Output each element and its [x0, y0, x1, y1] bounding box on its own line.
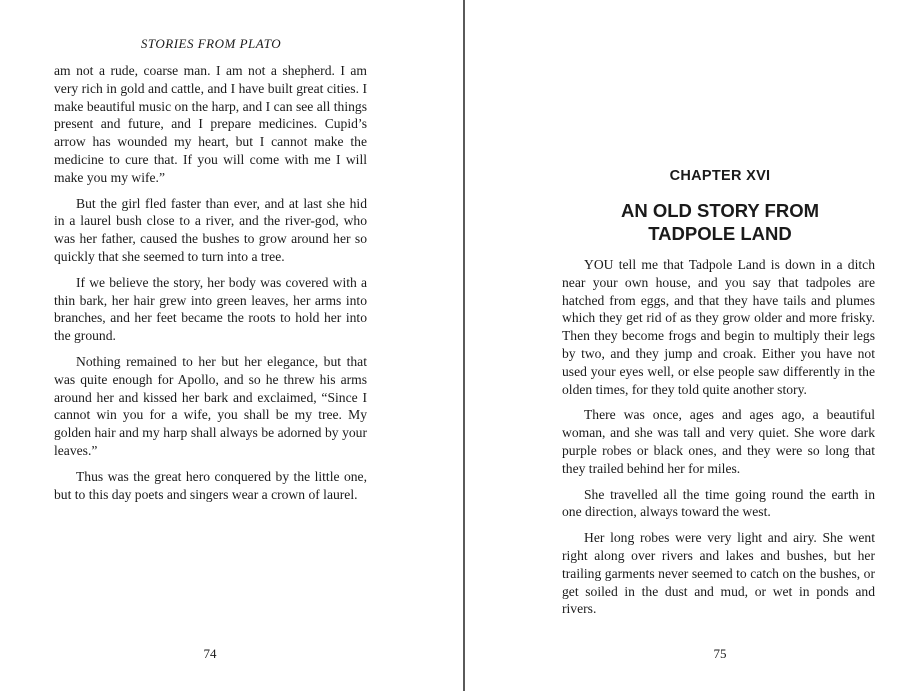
page-number-left: 74	[203, 646, 217, 661]
chapter-title	[562, 199, 878, 245]
paragraph: Her long robes were very light and airy. She went right along over rivers and lakes and bushes, but her trailing garments never seemed to catch on the bushes, or get soiled in the dust and mud, or wet in ponds and rivers.	[562, 530, 875, 617]
paragraph: am not a rude, coarse man. I am not a shepherd. I am very rich in gold and cattle, and I have built great cities. I make beautiful music on the harp, and I can see all things present and future, and I prepare medicines. Cupid’s arrow has wounded my heart, but I cannot make the medicine to cure that. If you will come with me I will make you my wife.”	[54, 63, 367, 185]
paragraph: But the girl fled faster than ever, and at last she hid in a laurel bush close to a river, and the river-god, who was her father, caused the bushes to grow around her so quickly that she seemed to turn into a tree.	[54, 195, 367, 264]
paragraph: There was once, ages and ages ago, a beautiful woman, and she was tall and very quiet. She wore dark purple robes or black ones, and they were so long that they trailed behind her for miles.	[562, 407, 875, 476]
chapter-title-line-1: AN OLD STORY FROM	[620, 200, 820, 221]
chapter-label: CHAPTER XVI	[669, 168, 771, 184]
running-head: STORIES FROM PLATO	[140, 36, 282, 51]
paragraph: Nothing remained to her but her elegance, but that was quite enough for Apollo, and so he threw his arms around her and kissed her bark and exclaimed, “Since I cannot win you for a wife, you shall be my tree. My golden hair and my harp shall always be adorned by your leaves.”	[54, 353, 367, 458]
left-page-body	[54, 62, 367, 511]
paragraph: She travelled all the time going round the earth in one direction, always toward the west.	[562, 486, 875, 520]
right-page	[465, 0, 924, 691]
paragraph: If we believe the story, her body was covered with a thin bark, her hair grew into green leaves, her arms into branches, and her feet became the roots to hold her into the ground.	[54, 274, 367, 344]
right-page-body	[562, 256, 875, 626]
page-number-right: 75	[713, 646, 727, 661]
paragraph: YOU tell me that Tadpole Land is down in a ditch near your own house, and you say that tadpoles are hatched from eggs, and that they have tails and plumes which they get rid of as they grow older and more frisky. Then they become frogs and begin to multiply their legs by two, and they jump and croak. Either you have not used your eyes well, or else people saw differently in the olden times, for they told quite another story.	[562, 257, 875, 397]
chapter-title-line-2: TADPOLE LAND	[648, 223, 792, 244]
paragraph: Thus was the great hero conquered by the little one, but to this day poets and singers wear a crown of laurel.	[54, 468, 367, 502]
